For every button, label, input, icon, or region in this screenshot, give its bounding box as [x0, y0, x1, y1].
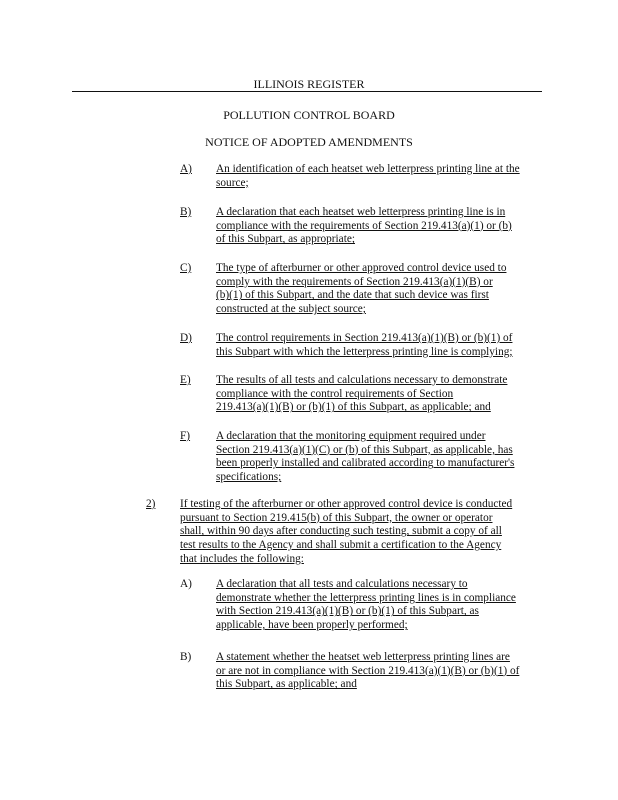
subitem2-a-line: applicable, have been properly performed; — [216, 619, 408, 632]
notice-title: NOTICE OF ADOPTED AMENDMENTS — [205, 135, 413, 149]
item-2-label: 2) — [146, 498, 156, 510]
subitem-e-line: 219.413(a)(1)(B) or (b)(1) of this Subpart, as applicable; and — [216, 401, 491, 414]
subitem-b-line: compliance with the requirements of Section 219.413(a)(1) or (b) — [216, 219, 512, 232]
subitem2-b-line: A statement whether the heatset web letterpress printing lines are — [216, 651, 510, 663]
subitem-f-line: A declaration that the monitoring equipment required under — [216, 430, 486, 442]
subitem-c-label: C) — [180, 262, 192, 274]
item-2-line: shall, within 90 days after conducting such testing, submit a copy of all — [180, 525, 502, 538]
subitem-e-line: The results of all tests and calculations necessary to demonstrate — [216, 374, 508, 386]
subitem-a-line: An identification of each heatset web letterpress printing line at the — [216, 163, 520, 175]
subitem-d-line: this Subpart with which the letterpress printing line is complying; — [216, 345, 513, 358]
item-2-line: If testing of the afterburner or other approved control device is conducted — [180, 498, 513, 510]
register-title: ILLINOIS REGISTER — [253, 77, 365, 91]
item-2-line: that includes the following: — [180, 552, 304, 565]
subitem-c-line: constructed at the subject source; — [216, 303, 366, 316]
subitem-d-line: The control requirements in Section 219.413(a)(1)(B) or (b)(1) of — [216, 332, 513, 344]
subitem-e-line: compliance with the control requirements of Section — [216, 387, 454, 400]
subitem-b-label: B) — [180, 206, 192, 218]
subitem2-a-line: demonstrate whether the letterpress printing lines is in compliance — [216, 591, 516, 604]
subitem-b-line: of this Subpart, as appropriate; — [216, 233, 355, 246]
subitem-f-line: been properly installed and calibrated according to manufacturer's — [216, 457, 515, 470]
subitem-c-line: The type of afterburner or other approved control device used to — [216, 262, 507, 274]
subitem-e-label: E) — [180, 374, 191, 386]
agency-title: POLLUTION CONTROL BOARD — [223, 108, 395, 122]
subitem2-a-line: with Section 219.413(a)(1)(B) or (b)(1) of this Subpart, as — [216, 605, 479, 618]
header-rule — [72, 91, 542, 92]
subitem2-a-line: A declaration that all tests and calculations necessary to — [216, 578, 468, 590]
subitem2-b-line: this Subpart, as applicable; and — [216, 678, 357, 691]
subitem-f-line: specifications; — [216, 471, 282, 484]
subitem2-b-label: B) — [180, 651, 192, 663]
subitem-a-line: source; — [216, 176, 249, 189]
item-2-line: test results to the Agency and shall submit a certification to the Agency — [180, 539, 502, 552]
subitem-c-line: (b)(1) of this Subpart, and the date that such device was first — [216, 289, 489, 302]
subitem-f-label: F) — [180, 430, 191, 442]
subitem-a-label: A) — [180, 163, 192, 175]
subitem2-a-label: A) — [180, 578, 192, 590]
subitem-b-line: A declaration that each heatset web letterpress printing line is in — [216, 206, 506, 218]
subitem-d-label: D) — [180, 332, 192, 344]
subitem-f-line: Section 219.413(a)(1)(C) or (b) of this Subpart, as applicable, has — [216, 443, 513, 456]
subitem-c-line: comply with the requirements of Section 219.413(a)(1)(B) or — [216, 275, 493, 288]
subitem2-b-line: or are not in compliance with Section 219.413(a)(1)(B) or (b)(1) of — [216, 664, 520, 677]
item-2-line: pursuant to Section 219.415(b) of this Subpart, the owner or operator — [180, 511, 493, 524]
